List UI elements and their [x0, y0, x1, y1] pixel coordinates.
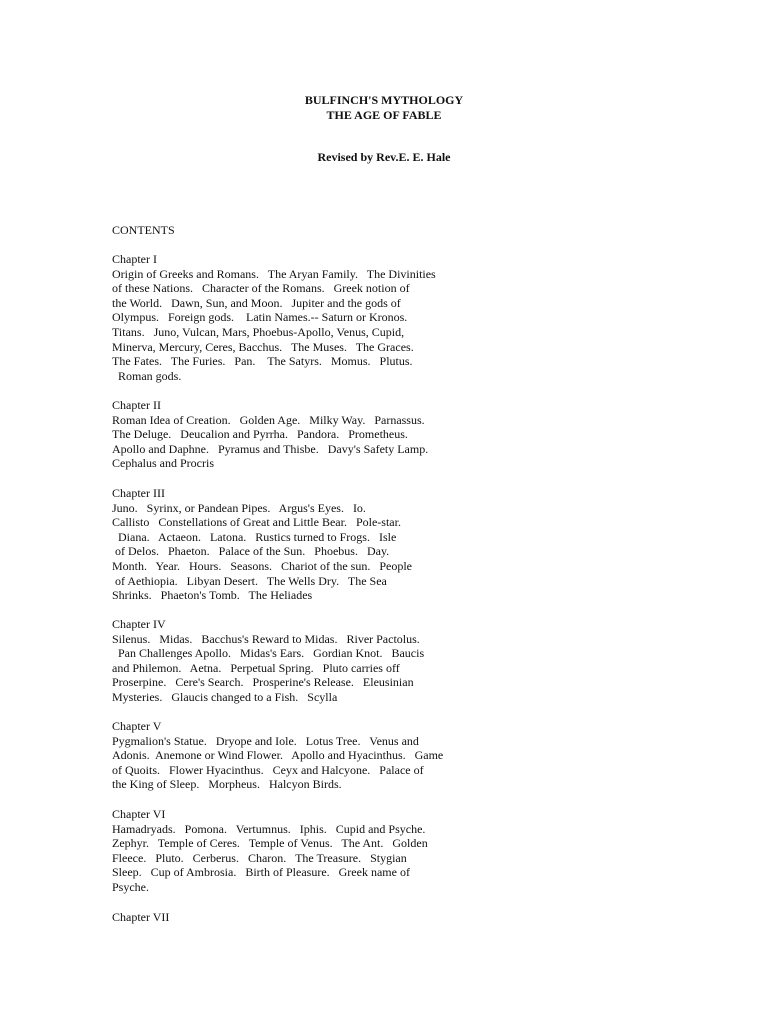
chapter-label: Chapter V	[112, 719, 162, 733]
chapter-line: Hamadryads. Pomona. Vertumnus. Iphis. Cupid and Psyche.	[112, 821, 426, 836]
chapter-line: Mysteries. Glaucis changed to a Fish. Scylla	[112, 689, 338, 704]
chapter-line: Apollo and Daphne. Pyramus and Thisbe. Davy's Safety Lamp.	[112, 441, 429, 456]
chapter-line: Cephalus and Procris	[112, 456, 214, 471]
chapter-line: Roman Idea of Creation. Golden Age. Milky Way. Parnassus.	[112, 412, 425, 427]
chapter-line: Juno. Syrinx, or Pandean Pipes. Argus's Eyes. Io.	[112, 500, 366, 515]
chapter-label: Chapter I	[112, 252, 157, 266]
chapter-line: Fleece. Pluto. Cerberus. Charon. The Treasure. Stygian	[112, 850, 407, 865]
chapter-entry	[112, 398, 472, 471]
chapter-line: Roman gods.	[112, 368, 182, 383]
chapter-line: of these Nations. Character of the Romans. Greek notion of	[112, 281, 410, 296]
chapter-line: Origin of Greeks and Romans. The Aryan Family. The Divinities	[112, 266, 436, 281]
chapter-line: of Quoits. Flower Hyacinthus. Ceyx and Halcyone. Palace of	[112, 762, 424, 777]
chapter-entry	[112, 617, 472, 705]
chapter-label: Chapter VI	[112, 807, 166, 821]
chapter-line: The Deluge. Deucalion and Pyrrha. Pandora. Prometheus.	[112, 427, 408, 442]
chapter-line: Silenus. Midas. Bacchus's Reward to Midas. River Pactolus.	[112, 631, 420, 646]
chapter-line: the King of Sleep. Morpheus. Halcyon Birds.	[112, 777, 342, 792]
chapter-line: Titans. Juno, Vulcan, Mars, Phoebus-Apollo, Venus, Cupid,	[112, 324, 405, 339]
chapter-line: Psyche.	[112, 879, 149, 894]
revision-credit: Revised by Rev.E. E. Hale	[317, 150, 451, 164]
chapter-label: Chapter IV	[112, 617, 166, 631]
chapter-line: Proserpine. Cere's Search. Prosperine's Release. Eleusinian	[112, 675, 414, 690]
chapter-entry	[112, 252, 472, 383]
chapter-line: Callisto Constellations of Great and Little Bear. Pole-star.	[112, 515, 401, 530]
chapter-line: The Fates. The Furies. Pan. The Satyrs. Momus. Plutus.	[112, 354, 413, 369]
chapter-line: Month. Year. Hours. Seasons. Chariot of the sun. People	[112, 558, 412, 573]
chapter-label: Chapter III	[112, 486, 165, 500]
chapter-entry	[112, 486, 472, 603]
chapter-line: Zephyr. Temple of Ceres. Temple of Venus. The Ant. Golden	[112, 836, 428, 851]
chapter-line: of Delos. Phaeton. Palace of the Sun. Phoebus. Day.	[112, 544, 390, 559]
chapter-line: Shrinks. Phaeton's Tomb. The Heliades	[112, 588, 313, 603]
chapter-line: Sleep. Cup of Ambrosia. Birth of Pleasure. Greek name of	[112, 865, 410, 880]
book-title-line: BULFINCH'S MYTHOLOGY	[304, 93, 464, 107]
chapter-line: Olympus. Foreign gods. Latin Names.-- Saturn or Kronos.	[112, 310, 408, 325]
chapter-line: and Philemon. Aetna. Perpetual Spring. Pluto carries off	[112, 660, 400, 675]
chapter-line: Diana. Actaeon. Latona. Rustics turned to Frogs. Isle	[112, 529, 397, 544]
chapter-line: the World. Dawn, Sun, and Moon. Jupiter and the gods of	[112, 295, 401, 310]
chapter-line: Adonis. Anemone or Wind Flower. Apollo and Hyacinthus. Game	[112, 748, 444, 763]
chapter-entry	[112, 910, 472, 925]
chapter-entry	[112, 807, 472, 895]
chapter-line: of Aethiopia. Libyan Desert. The Wells Dry. The Sea	[112, 573, 387, 588]
book-subtitle-line: THE AGE OF FABLE	[326, 107, 442, 122]
chapter-label: Chapter VII	[112, 910, 170, 924]
chapter-line: Pygmalion's Statue. Dryope and Iole. Lotus Tree. Venus and	[112, 733, 419, 748]
chapter-entry	[112, 719, 472, 792]
chapter-label: Chapter II	[112, 398, 161, 412]
chapter-line: Minerva, Mercury, Ceres, Bacchus. The Muses. The Graces.	[112, 339, 414, 354]
contents-heading: CONTENTS	[112, 223, 175, 237]
chapter-line: Pan Challenges Apollo. Midas's Ears. Gordian Knot. Baucis	[112, 646, 425, 661]
book-title	[224, 93, 544, 122]
